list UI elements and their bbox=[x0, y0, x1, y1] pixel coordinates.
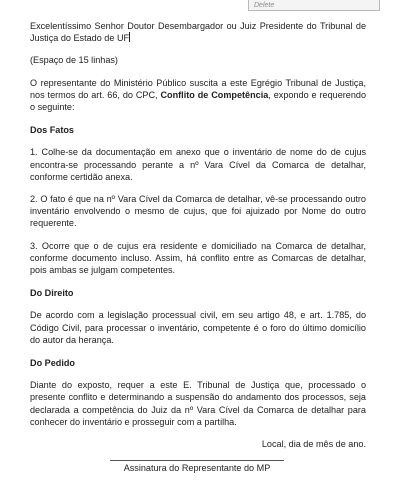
addressee: Excelentíssimo Senhor Doutor Desembargador ou Juiz Presidente do Tribunal de Justiça do Estado de UF bbox=[30, 21, 366, 44]
fact-3: 3. Ocorre que o de cujus era residente e domiciliado na Comarca de detalhar, conforme documento incluso. Assim, há conflito entre as Comarcas de detalhar, pois ambas se julgam competentes. bbox=[30, 240, 366, 276]
request-heading: Do Pedido bbox=[30, 358, 75, 369]
request-text: Diante do exposto, requer a este E. Tribunal de Justiça que, processado o presente conflito e determinando a suspensão do andamento dos processos, seja declarada a competência do Juiz da nº Vara Cível da Comarca de detalhar para conhecer do inventário e prosseguir com a partilha. bbox=[30, 380, 366, 427]
signature-line bbox=[110, 460, 284, 461]
place-date: Local, dia de mês de ano. bbox=[261, 439, 366, 450]
spacing-note: (Espaço de 15 linhas) bbox=[30, 55, 118, 66]
signature-label: Assinatura do Representante do MP bbox=[123, 463, 271, 473]
document-body bbox=[30, 20, 366, 450]
text-cursor bbox=[129, 32, 130, 42]
intro-bold-term: Conflito de Competência bbox=[160, 89, 269, 100]
delete-button[interactable]: Delete bbox=[248, 0, 380, 11]
intro-paragraph: O representante do Ministério Público suscita a este Egrégio Tribunal de Justiça, nos termos do art. 66, do CPC, Conflito de Competência, expondo e requerendo o seguinte: bbox=[30, 77, 367, 113]
law-heading: Do Direito bbox=[30, 288, 74, 299]
fact-1: 1. Colhe-se da documentação em anexo que o inventário de nome do de cujus encontra-se processando perante a nº Vara Cível da Comarca de detalhar, conforme certidão anexa. bbox=[30, 147, 366, 182]
law-text: De acordo com a legislação processual civil, em seu artigo 48, e art. 1.785, do Código Civil, para processar o inventário, competente é o foro do último domicílio do autor da herança. bbox=[30, 310, 366, 345]
facts-heading: Dos Fatos bbox=[30, 125, 74, 136]
fact-2: 2. O fato é que na nº Vara Cível da Comarca de detalhar, vê-se processando outro inventário envolvendo o mesmo de cujus, que foi ajuizado por Nome do outro requerente. bbox=[30, 194, 366, 229]
